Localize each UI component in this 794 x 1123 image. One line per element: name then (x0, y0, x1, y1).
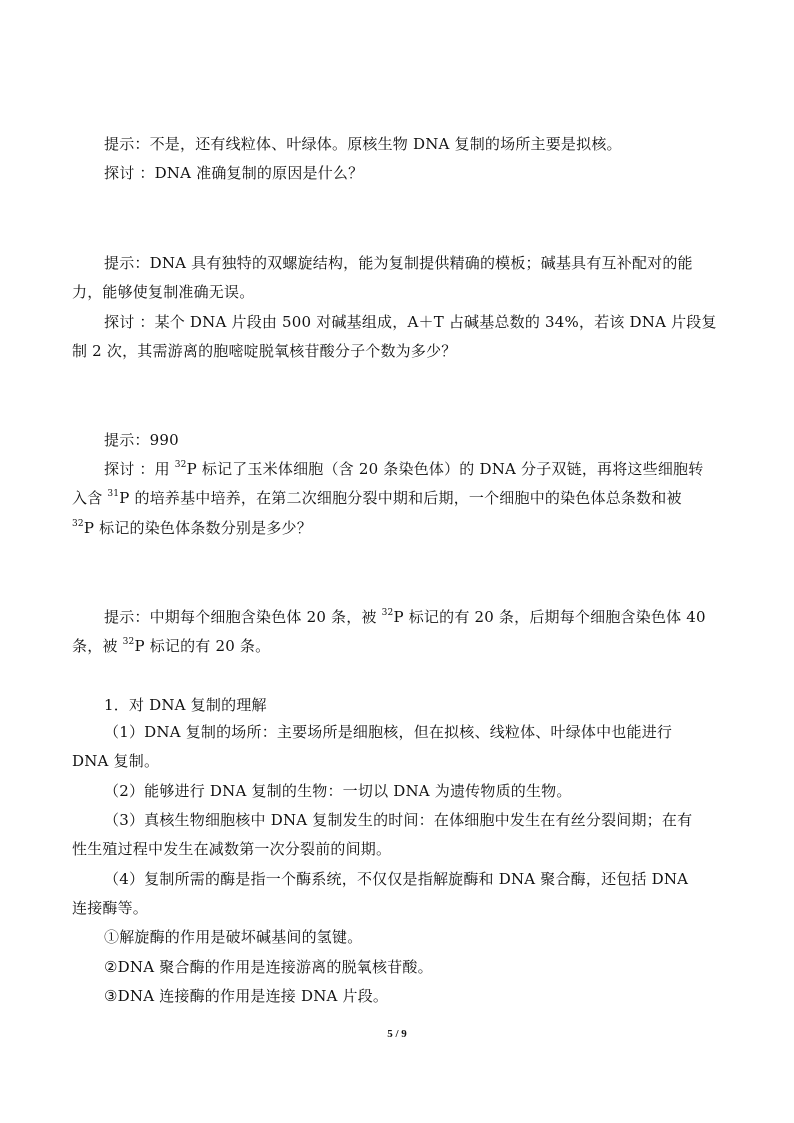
hint-paragraph: 提示：不是，还有线粒体、叶绿体。原核生物 DNA 复制的场所主要是拟核。 (104, 135, 622, 153)
superscript-isotope: 31 (107, 489, 120, 499)
text-run: P 的培养基中培养，在第二次细胞分裂中期和后期，一个细胞中的染色体总条数和被 (119, 489, 682, 507)
superscript-isotope: 32 (381, 608, 394, 618)
list-item-continued: 性生殖过程中发生在减数第一次分裂前的间期。 (72, 840, 392, 858)
superscript-isotope: 32 (174, 460, 187, 470)
list-item-continued: DNA 复制。 (72, 752, 160, 770)
hint-paragraph (104, 607, 724, 627)
text-run: 入含 (72, 489, 108, 507)
question-paragraph: 探讨 ：DNA 准确复制的原因是什么？ (104, 164, 364, 182)
section-heading: 1．对 DNA 复制的理解 (104, 696, 267, 714)
question-paragraph (104, 459, 724, 479)
page-number: 5 / 9 (387, 1028, 407, 1040)
sub-list-item: ②DNA 聚合酶的作用是连接游离的脱氧核苷酸。 (104, 958, 433, 976)
text-run: P 标记的染色体条数分别是多少？ (83, 519, 312, 537)
text-run: 提示：中期每个细胞含染色体 20 条，被 (104, 608, 382, 626)
list-item: （4）复制所需的酶是指一个酶系统，不仅仅是指解旋酶和 DNA 聚合酶，还包括 DNA (104, 870, 689, 888)
hint-paragraph: 提示：990 (104, 431, 179, 449)
list-item: （1）DNA 复制的场所：主要场所是细胞核，但在拟核、线粒体、叶绿体中也能进行 (104, 723, 673, 741)
question-paragraph-continued (72, 488, 722, 508)
text-run: 条，被 (72, 637, 123, 655)
sub-list-item: ①解旋酶的作用是破坏碱基间的氢键。 (104, 928, 363, 946)
sub-list-item: ③DNA 连接酶的作用是连接 DNA 片段。 (104, 987, 389, 1005)
list-item: （2）能够进行 DNA 复制的生物：一切以 DNA 为遗传物质的生物。 (104, 782, 572, 800)
hint-paragraph-continued: 力，能够使复制准确无误。 (72, 283, 255, 301)
question-paragraph-continued: 制 2 次，其需游离的胞嘧啶脱氧核苷酸分子个数为多少？ (72, 342, 457, 360)
superscript-isotope: 32 (122, 637, 135, 647)
text-run: P 标记了玉米体细胞（含 20 条染色体）的 DNA 分子双链，再将这些细胞转 (186, 460, 704, 478)
superscript-isotope: 32 (72, 519, 84, 529)
list-item-continued: 连接酶等。 (72, 899, 149, 917)
text-run: P 标记的有 20 条。 (134, 637, 271, 655)
question-paragraph-continued (72, 518, 722, 538)
text-run: 探讨 ：用 (104, 460, 175, 478)
list-item: （3）真核生物细胞核中 DNA 复制发生的时间：在体细胞中发生在有丝分裂间期；在有 (104, 811, 693, 829)
hint-paragraph: 提示：DNA 具有独特的双螺旋结构，能为复制提供精确的模板；碱基具有互补配对的能 (104, 254, 693, 272)
hint-paragraph-continued (72, 636, 722, 656)
text-run: P 标记的有 20 条，后期每个细胞含染色体 40 (393, 608, 706, 626)
question-paragraph: 探讨 ：某个 DNA 片段由 500 对碱基组成，A＋T 占碱基总数的 34%，若该 DNA 片段复 (104, 313, 717, 331)
